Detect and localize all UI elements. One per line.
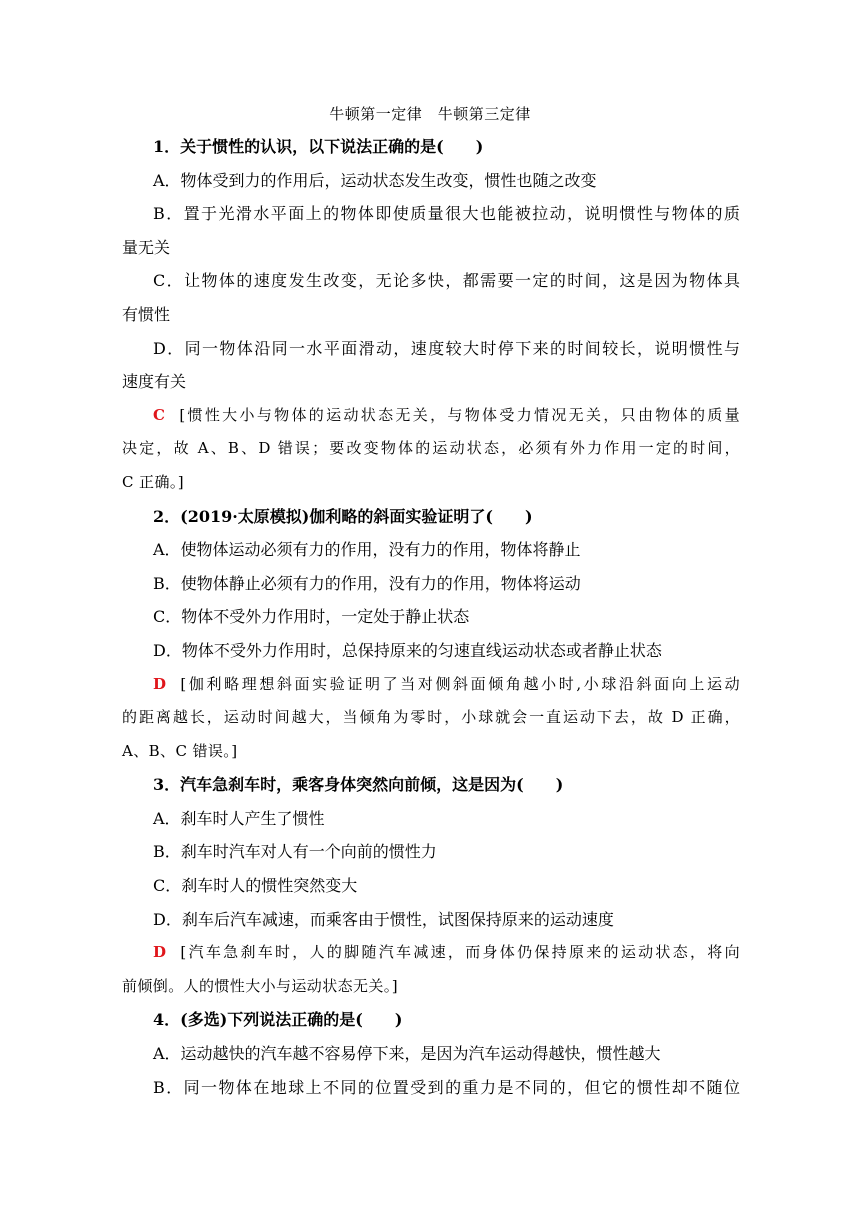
option-continuation (122, 365, 740, 399)
option-continuation (122, 231, 740, 265)
explanation-continuation (122, 701, 740, 735)
answer-option (122, 869, 740, 903)
answer-option (122, 634, 740, 668)
line-text: [汽车急刹车时，人的脚随汽车减速，而身体仍保持原来的运动状态，将向 (180, 943, 740, 962)
explanation-continuation (122, 735, 740, 769)
line-text: 决定，故 A、B、D 错误；要改变物体的运动状态，必须有外力作用一定的时间， (122, 439, 740, 458)
document-body (122, 130, 740, 1104)
line-text: C．刹车时人的惯性突然变大 (153, 876, 358, 896)
answer-option (122, 164, 740, 198)
answer-option (122, 264, 740, 298)
line-text: A、B、C 错误。] (122, 741, 238, 760)
line-text: 速度有关 (122, 372, 187, 392)
line-text: 有惯性 (122, 304, 171, 324)
answer-letter: D (153, 943, 167, 962)
question-stem (122, 1003, 740, 1037)
question-stem (122, 768, 740, 802)
answer-option (122, 600, 740, 634)
answer-explanation (122, 936, 740, 970)
answer-option (122, 567, 740, 601)
answer-explanation (122, 399, 740, 433)
line-text: B．使物体静止必须有力的作用，没有力的作用，物体将运动 (153, 573, 581, 593)
line-text: D．同一物体沿同一水平面滑动，速度较大时停下来的时间较长，说明惯性与 (153, 338, 740, 358)
option-continuation (122, 298, 740, 332)
line-text: 4．(多选)下列说法正确的是( ) (153, 1010, 403, 1030)
line-text: B．同一物体在地球上不同的位置受到的重力是不同的，但它的惯性却不随位 (153, 1077, 740, 1097)
line-text: B．置于光滑水平面上的物体即使质量很大也能被拉动，说明惯性与物体的质 (153, 204, 740, 224)
line-text: D．刹车后汽车减速，而乘客由于惯性，试图保持原来的运动速度 (153, 909, 614, 929)
explanation-continuation (122, 970, 740, 1004)
answer-option (122, 1037, 740, 1071)
line-text: 的距离越长，运动时间越大，当倾角为零时，小球就会一直运动下去，故 D 正确， (122, 708, 740, 727)
answer-option (122, 197, 740, 231)
line-text: 3．汽车急刹车时，乘客身体突然向前倾，这是因为( ) (153, 775, 564, 795)
line-text: 量无关 (122, 237, 171, 257)
line-text: A．运动越快的汽车越不容易停下来，是因为汽车运动得越快，惯性越大 (153, 1044, 661, 1064)
answer-letter: C (153, 405, 166, 424)
explanation-continuation (122, 432, 740, 466)
line-text: 2．(2019·太原模拟)伽利略的斜面实验证明了( ) (153, 506, 533, 526)
line-text: C．让物体的速度发生改变，无论多快，都需要一定的时间，这是因为物体具 (153, 271, 740, 291)
line-text: D．物体不受外力作用时，总保持原来的匀速直线运动状态或者静止状态 (153, 640, 662, 660)
answer-option (122, 802, 740, 836)
page-title: 牛顿第一定律 牛顿第三定律 (329, 105, 531, 123)
answer-option (122, 835, 740, 869)
line-text: A．刹车时人产生了惯性 (153, 808, 325, 828)
question-stem (122, 130, 740, 164)
line-text: A．物体受到力的作用后，运动状态发生改变，惯性也随之改变 (153, 170, 597, 190)
answer-option (122, 332, 740, 366)
line-text: C 正确。] (122, 472, 184, 491)
answer-letter: D (153, 674, 167, 693)
line-text: 前倾倒。人的惯性大小与运动状态无关。] (122, 976, 398, 995)
question-stem (122, 500, 740, 534)
answer-option (122, 533, 740, 567)
answer-explanation (122, 668, 740, 702)
answer-option (122, 1071, 740, 1105)
explanation-continuation (122, 466, 740, 500)
line-text: A．使物体运动必须有力的作用，没有力的作用，物体将静止 (153, 540, 581, 560)
line-text: C．物体不受外力作用时，一定处于静止状态 (153, 607, 470, 627)
answer-option (122, 903, 740, 937)
line-text: [伽利略理想斜面实验证明了当对侧斜面倾角越小时,小球沿斜面向上运动 (180, 674, 740, 693)
line-text: [惯性大小与物体的运动状态无关，与物体受力情况无关，只由物体的质量 (179, 405, 740, 424)
line-text: 1．关于惯性的认识，以下说法正确的是( ) (153, 137, 484, 156)
line-text: B．刹车时汽车对人有一个向前的惯性力 (153, 842, 437, 862)
